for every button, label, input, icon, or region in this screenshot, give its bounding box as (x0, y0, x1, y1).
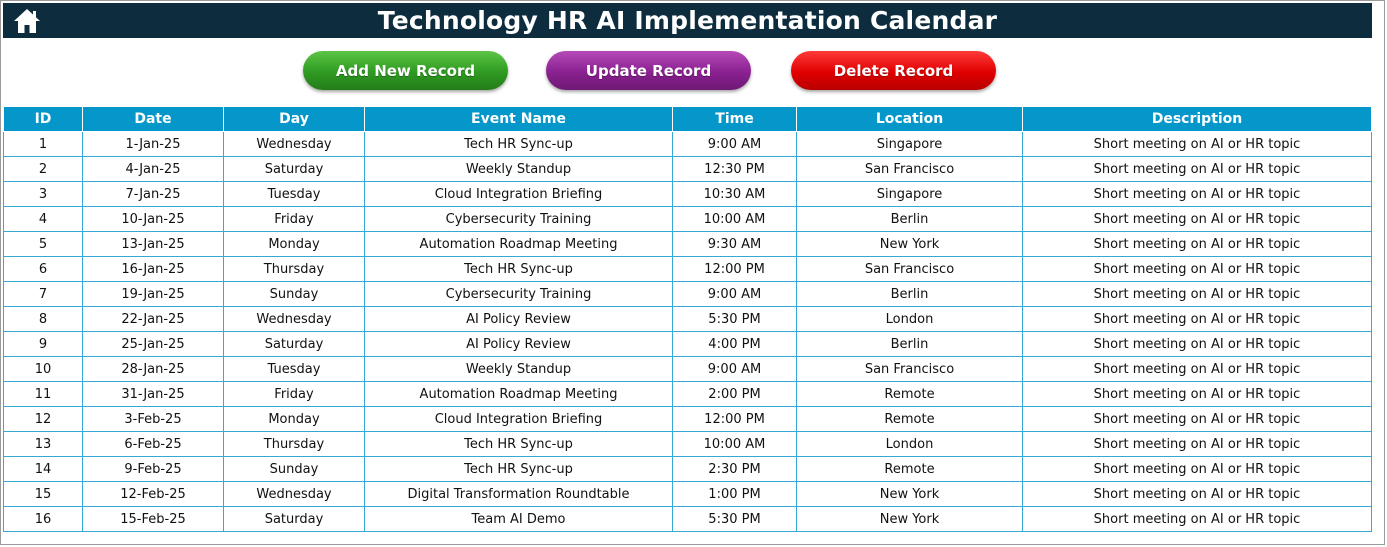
cell-event-name[interactable]: Automation Roadmap Meeting (365, 232, 673, 257)
cell-day[interactable]: Thursday (224, 257, 365, 282)
table-header-row (4, 107, 1372, 132)
table-row[interactable] (4, 182, 1372, 207)
cell-description[interactable]: Short meeting on AI or HR topic (1023, 432, 1372, 457)
events-table (3, 107, 1372, 532)
cell-date[interactable]: 31-Jan-25 (83, 382, 224, 407)
cell-description[interactable]: Short meeting on AI or HR topic (1023, 157, 1372, 182)
cell-time[interactable]: 12:00 PM (673, 407, 797, 432)
cell-time[interactable]: 5:30 PM (673, 307, 797, 332)
cell-day[interactable]: Saturday (224, 332, 365, 357)
cell-time[interactable]: 9:00 AM (673, 132, 797, 157)
cell-location[interactable]: San Francisco (797, 157, 1023, 182)
cell-location[interactable]: Singapore (797, 182, 1023, 207)
cell-id[interactable]: 3 (4, 182, 83, 207)
cell-time[interactable]: 12:30 PM (673, 157, 797, 182)
cell-description[interactable]: Short meeting on AI or HR topic (1023, 132, 1372, 157)
cell-id[interactable]: 15 (4, 482, 83, 507)
cell-date[interactable]: 19-Jan-25 (83, 282, 224, 307)
cell-day[interactable]: Monday (224, 232, 365, 257)
column-header-id[interactable]: ID (4, 107, 83, 132)
cell-day[interactable]: Wednesday (224, 132, 365, 157)
cell-id[interactable]: 10 (4, 357, 83, 382)
cell-day[interactable]: Saturday (224, 507, 365, 532)
add-new-record-button[interactable]: Add New Record (303, 51, 508, 90)
column-header-location[interactable]: Location (797, 107, 1023, 132)
cell-event-name[interactable]: Tech HR Sync-up (365, 432, 673, 457)
cell-event-name[interactable]: Tech HR Sync-up (365, 132, 673, 157)
cell-date[interactable]: 4-Jan-25 (83, 157, 224, 182)
cell-event-name[interactable]: Tech HR Sync-up (365, 257, 673, 282)
cell-description[interactable]: Short meeting on AI or HR topic (1023, 407, 1372, 432)
cell-description[interactable]: Short meeting on AI or HR topic (1023, 332, 1372, 357)
cell-event-name[interactable]: AI Policy Review (365, 307, 673, 332)
cell-time[interactable]: 12:00 PM (673, 257, 797, 282)
cell-id[interactable]: 1 (4, 132, 83, 157)
cell-event-name[interactable]: Automation Roadmap Meeting (365, 382, 673, 407)
cell-event-name[interactable]: Weekly Standup (365, 357, 673, 382)
cell-day[interactable]: Tuesday (224, 182, 365, 207)
delete-record-button[interactable]: Delete Record (791, 51, 996, 90)
cell-day[interactable]: Thursday (224, 432, 365, 457)
cell-date[interactable]: 3-Feb-25 (83, 407, 224, 432)
cell-id[interactable]: 8 (4, 307, 83, 332)
table-row[interactable] (4, 307, 1372, 332)
cell-time[interactable]: 10:00 AM (673, 432, 797, 457)
cell-day[interactable]: Wednesday (224, 307, 365, 332)
cell-event-name[interactable]: AI Policy Review (365, 332, 673, 357)
cell-id[interactable]: 12 (4, 407, 83, 432)
cell-id[interactable]: 2 (4, 157, 83, 182)
cell-location[interactable]: Remote (797, 407, 1023, 432)
cell-day[interactable]: Saturday (224, 157, 365, 182)
cell-id[interactable]: 9 (4, 332, 83, 357)
table-row[interactable] (4, 382, 1372, 407)
cell-time[interactable]: 9:00 AM (673, 357, 797, 382)
cell-date[interactable]: 16-Jan-25 (83, 257, 224, 282)
cell-time[interactable]: 5:30 PM (673, 507, 797, 532)
page-title: Technology HR AI Implementation Calendar (377, 6, 998, 35)
table-body (4, 132, 1372, 532)
cell-id[interactable]: 4 (4, 207, 83, 232)
cell-date[interactable]: 6-Feb-25 (83, 432, 224, 457)
cell-date[interactable]: 9-Feb-25 (83, 457, 224, 482)
cell-time[interactable]: 10:30 AM (673, 182, 797, 207)
cell-day[interactable]: Tuesday (224, 357, 365, 382)
table-row[interactable] (4, 157, 1372, 182)
cell-event-name[interactable]: Cybersecurity Training (365, 282, 673, 307)
column-header-date[interactable]: Date (83, 107, 224, 132)
table-row[interactable] (4, 132, 1372, 157)
cell-date[interactable]: 1-Jan-25 (83, 132, 224, 157)
cell-id[interactable]: 13 (4, 432, 83, 457)
cell-date[interactable]: 28-Jan-25 (83, 357, 224, 382)
cell-date[interactable]: 13-Jan-25 (83, 232, 224, 257)
cell-day[interactable]: Monday (224, 407, 365, 432)
table-row[interactable] (4, 282, 1372, 307)
column-header-event-name[interactable]: Event Name (365, 107, 673, 132)
cell-location[interactable]: Remote (797, 382, 1023, 407)
home-icon[interactable] (12, 7, 42, 35)
cell-location[interactable]: San Francisco (797, 257, 1023, 282)
cell-event-name[interactable]: Cloud Integration Briefing (365, 407, 673, 432)
update-record-button[interactable]: Update Record (546, 51, 751, 90)
cell-id[interactable]: 5 (4, 232, 83, 257)
cell-description[interactable]: Short meeting on AI or HR topic (1023, 357, 1372, 382)
table-row[interactable] (4, 257, 1372, 282)
cell-description[interactable]: Short meeting on AI or HR topic (1023, 232, 1372, 257)
cell-id[interactable]: 6 (4, 257, 83, 282)
cell-location[interactable]: Berlin (797, 207, 1023, 232)
cell-event-name[interactable]: Digital Transformation Roundtable (365, 482, 673, 507)
cell-event-name[interactable]: Cybersecurity Training (365, 207, 673, 232)
cell-description[interactable]: Short meeting on AI or HR topic (1023, 182, 1372, 207)
cell-description[interactable]: Short meeting on AI or HR topic (1023, 482, 1372, 507)
cell-location[interactable]: Berlin (797, 282, 1023, 307)
cell-location[interactable]: Remote (797, 457, 1023, 482)
cell-description[interactable]: Short meeting on AI or HR topic (1023, 382, 1372, 407)
table-row[interactable] (4, 507, 1372, 532)
column-header-description[interactable]: Description (1023, 107, 1372, 132)
cell-location[interactable]: Singapore (797, 132, 1023, 157)
cell-description[interactable]: Short meeting on AI or HR topic (1023, 507, 1372, 532)
table-row[interactable] (4, 207, 1372, 232)
cell-time[interactable]: 9:30 AM (673, 232, 797, 257)
cell-location[interactable]: New York (797, 232, 1023, 257)
cell-event-name[interactable]: Cloud Integration Briefing (365, 182, 673, 207)
cell-location[interactable]: London (797, 307, 1023, 332)
table-row[interactable] (4, 407, 1372, 432)
cell-date[interactable]: 12-Feb-25 (83, 482, 224, 507)
cell-location[interactable]: San Francisco (797, 357, 1023, 382)
cell-time[interactable]: 4:00 PM (673, 332, 797, 357)
cell-description[interactable]: Short meeting on AI or HR topic (1023, 257, 1372, 282)
cell-time[interactable]: 10:00 AM (673, 207, 797, 232)
cell-event-name[interactable]: Weekly Standup (365, 157, 673, 182)
cell-event-name[interactable]: Team AI Demo (365, 507, 673, 532)
table-row[interactable] (4, 432, 1372, 457)
cell-date[interactable]: 15-Feb-25 (83, 507, 224, 532)
cell-description[interactable]: Short meeting on AI or HR topic (1023, 307, 1372, 332)
column-header-day[interactable]: Day (224, 107, 365, 132)
cell-location[interactable]: London (797, 432, 1023, 457)
cell-day[interactable]: Sunday (224, 457, 365, 482)
cell-day[interactable]: Sunday (224, 282, 365, 307)
cell-description[interactable]: Short meeting on AI or HR topic (1023, 207, 1372, 232)
cell-id[interactable]: 11 (4, 382, 83, 407)
table-row[interactable] (4, 482, 1372, 507)
cell-time[interactable]: 9:00 AM (673, 282, 797, 307)
cell-day[interactable]: Friday (224, 207, 365, 232)
cell-date[interactable]: 22-Jan-25 (83, 307, 224, 332)
cell-date[interactable]: 25-Jan-25 (83, 332, 224, 357)
cell-time[interactable]: 2:00 PM (673, 382, 797, 407)
cell-day[interactable]: Friday (224, 382, 365, 407)
cell-time[interactable]: 2:30 PM (673, 457, 797, 482)
cell-id[interactable]: 7 (4, 282, 83, 307)
cell-date[interactable]: 7-Jan-25 (83, 182, 224, 207)
table-row[interactable] (4, 332, 1372, 357)
cell-time[interactable]: 1:00 PM (673, 482, 797, 507)
cell-location[interactable]: Berlin (797, 332, 1023, 357)
cell-description[interactable]: Short meeting on AI or HR topic (1023, 457, 1372, 482)
title-bar (3, 3, 1372, 38)
cell-day[interactable]: Wednesday (224, 482, 365, 507)
cell-location[interactable]: New York (797, 507, 1023, 532)
table-row[interactable] (4, 357, 1372, 382)
cell-description[interactable]: Short meeting on AI or HR topic (1023, 282, 1372, 307)
cell-event-name[interactable]: Tech HR Sync-up (365, 457, 673, 482)
cell-id[interactable]: 14 (4, 457, 83, 482)
column-header-time[interactable]: Time (673, 107, 797, 132)
cell-id[interactable]: 16 (4, 507, 83, 532)
cell-location[interactable]: New York (797, 482, 1023, 507)
table-row[interactable] (4, 232, 1372, 257)
table-row[interactable] (4, 457, 1372, 482)
cell-date[interactable]: 10-Jan-25 (83, 207, 224, 232)
